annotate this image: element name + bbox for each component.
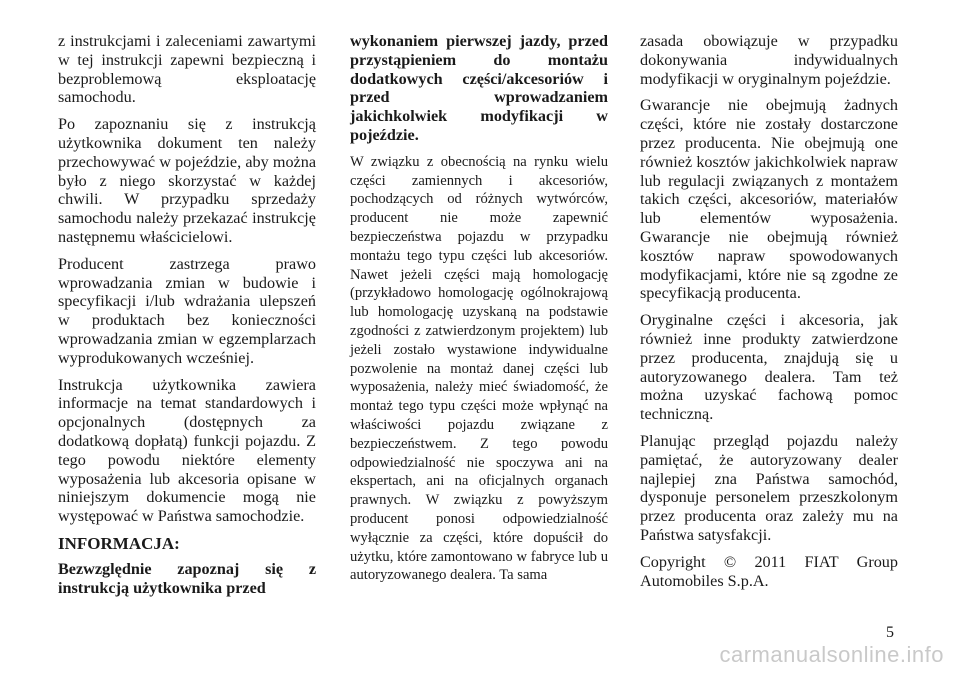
original-parts-paragraph: Oryginalne części i akcesoria, jak również inne produkty zatwierdzone przez producenta, znajdują się u autoryzowanego dealera. Tam też można uzyskać fachową pomoc techniczną. [640,311,898,424]
info-heading: INFORMACJA: [58,533,180,553]
storage-paragraph: Po zapoznaniu się z instrukcją użytkownika dokument ten należy przechowywać w pojeździe, aby można było z niego skorzystać w każdej chwili. W przypadku sprzedaży samochodu należy przekazać instrukcję następnemu właścicielowi. [58,115,316,246]
warning-intro: Bezwzględnie zapoznaj się z instrukcją użytkownika przed [58,559,316,597]
watermark: carmanualsonline.info [719,642,944,667]
text-column-1 [58,32,316,606]
modifications-paragraph: zasada obowiązuje w przypadku dokonywania indywidualnych modyfikacji w oryginalnym pojeździe. [640,32,898,88]
parts-liability-paragraph: W związku z obecnością na rynku wielu części zamiennych i akcesoriów, pochodzących od różnych wytwórców, producent nie może zapewnić bezpieczeństwa pojazdu w przypadku montażu tego typu części lub akcesoriów. Nawet jeżeli części mają homologację (przykładowo homologację ogólnokrajową lub homologację uzyskaną na podstawie zgodności z zatwierdzonym projektem) lub jeżeli zostało wystawione indywidualne pozwolenie na montaż danej części lub wyposażenia, należy mieć świadomość, że montaż tego typu części może wpłynąć na właściwości pojazdu związane z bezpieczeństwem. Z tego powodu odpowiedzialność nie spoczywa ani na ekspertach, ani na oficjalnych organach prawnych. W związku z powyższym producent ponosi odpowiedzialność wyłącznie za części, które dopuścił do użytku, które zamontowano w fabryce lub u autoryzowanego dealera. Ta sama [350,153,608,584]
manufacturer-rights-paragraph: Producent zastrzega prawo wprowadzania zmian w budowie i specyfikacji i/lub wdrażania ulepszeń w produktach bez konieczności wprowadzania zmian w egzemplarzach wyprodukowanych wcześniej. [58,254,316,367]
warranty-paragraph: Gwarancje nie obejmują żadnych części, które nie zostały dostarczone przez producenta. Nie obejmują one również kosztów jakichkolwiek napraw lub regulacji związanych z montażem takich części, akcesoriów, materiałów lub elementów wyposażenia. Gwarancje nie obejmują również kosztów napraw spowodowanych modyfikacjami, które nie są zgodne ze specyfikacją producenta. [640,96,898,303]
page-number: 5 [886,624,894,641]
service-paragraph: Planując przegląd pojazdu należy pamiętać, że autoryzowany dealer najlepiej zna Państwa samochód, dysponuje personelem przeszkolonym przez producenta oraz zależy mu na Państwa satysfakcji. [640,431,898,544]
text-column-3 [640,32,898,598]
text-column-2 [350,32,608,593]
intro-paragraph: z instrukcjami i zaleceniami zawartymi w tej instrukcji zapewni bezpieczną i bezproblemową eksploatację samochodu. [58,32,316,107]
warning-continuation: wykonaniem pierwszej jazdy, przed przystąpieniem do montażu dodatkowych części/akcesoriów i przed wprowadzaniem jakichkolwiek modyfikacji w pojeździe. [350,32,608,144]
equipment-paragraph: Instrukcja użytkownika zawiera informacje na temat standardowych i opcjonalnych (dostępnych za dodatkową dopłatą) funkcji pojazdu. Z tego powodu niektóre elementy wyposażenia lub akcesoria opisane w niniejszym dokumencie mogą nie występować w Państwa samochodzie. [58,375,316,526]
copyright-paragraph: Copyright © 2011 FIAT Group Automobiles S.p.A. [640,552,898,590]
